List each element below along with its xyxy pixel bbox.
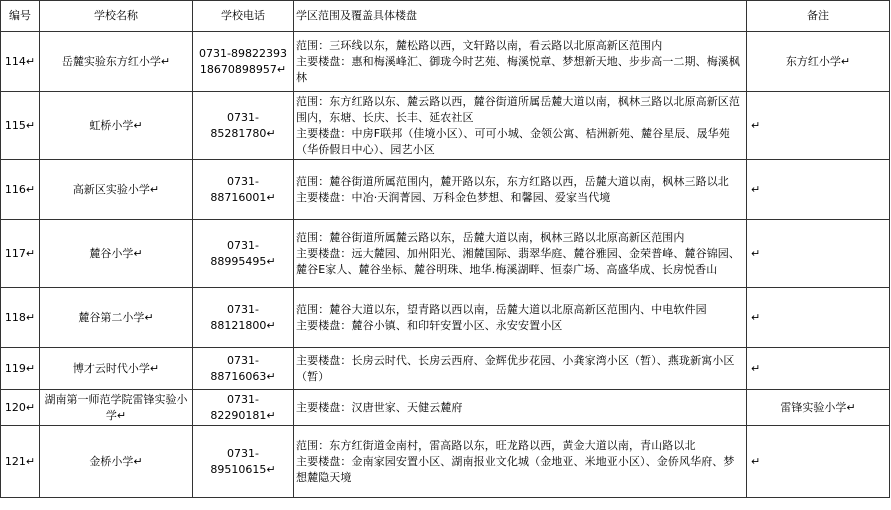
phone-number: 0731-88716001↵ bbox=[210, 174, 276, 204]
row-id: 116↵ bbox=[1, 160, 40, 220]
table-row bbox=[1, 32, 890, 92]
district-buildings-text: 主要楼盘：长房云时代、长房云西府、金辉优步花园、小龚家湾小区（暂）、燕珑新寓小区（暂） bbox=[296, 353, 735, 383]
row-district-scope bbox=[294, 348, 747, 390]
row-district-scope bbox=[294, 160, 747, 220]
phone-number: 0731-89510615↵ bbox=[210, 446, 276, 476]
district-buildings-text: 主要楼盘：中房F联邦（佳境小区）、可可小城、金领公寓、桔洲新苑、麓谷星辰、晟华苑（华侨假日中心）、园艺小区 bbox=[296, 126, 730, 156]
row-phone bbox=[193, 348, 294, 390]
district-range-text: 范围：东方红路以东、麓云路以西，麓谷街道所属岳麓大道以南，枫林三路以北原高新区范围内，东塘、长庆、长丰、延农社区 bbox=[296, 94, 740, 124]
row-phone bbox=[193, 426, 294, 498]
table-row bbox=[1, 426, 890, 498]
row-phone bbox=[193, 288, 294, 348]
row-note: ↵ bbox=[747, 288, 890, 348]
header-school-name: 学校名称 bbox=[40, 1, 193, 32]
row-school-name: 湖南第一师范学院雷锋实验小学↵ bbox=[40, 390, 193, 426]
district-range-text: 范围：麓谷大道以东，望青路以西以南，岳麓大道以北原高新区范围内、中电软件园 bbox=[296, 302, 707, 316]
row-school-name: 岳麓实验东方红小学↵ bbox=[40, 32, 193, 92]
row-id: 117↵ bbox=[1, 220, 40, 288]
district-buildings-text: 主要楼盘：金南家园安置小区、湖南报业文化城（金地亚、米地亚小区）、金侨风华府、梦想麓隐天境 bbox=[296, 454, 735, 484]
phone-number: 0731-88716063↵ bbox=[210, 353, 276, 383]
table-row bbox=[1, 348, 890, 390]
row-note: 雷锋实验小学↵ bbox=[747, 390, 890, 426]
district-range-text: 范围：东方红街道金南村，雷高路以东，旺龙路以西，黄金大道以南，青山路以北 bbox=[296, 438, 696, 452]
phone-number: 0731-88995495↵ bbox=[210, 238, 276, 268]
row-school-name: 博才云时代小学↵ bbox=[40, 348, 193, 390]
header-school-phone: 学校电话 bbox=[193, 1, 294, 32]
row-note: ↵ bbox=[747, 426, 890, 498]
row-note: ↵ bbox=[747, 348, 890, 390]
table-row bbox=[1, 220, 890, 288]
row-id: 114↵ bbox=[1, 32, 40, 92]
district-range-text: 范围：麓谷街道所属麓云路以东，岳麓大道以南，枫林三路以北原高新区范围内 bbox=[296, 230, 685, 244]
row-id: 119↵ bbox=[1, 348, 40, 390]
row-district-scope bbox=[294, 426, 747, 498]
row-school-name: 麓谷小学↵ bbox=[40, 220, 193, 288]
row-note: 东方红小学↵ bbox=[747, 32, 890, 92]
row-note: ↵ bbox=[747, 92, 890, 160]
table-row bbox=[1, 92, 890, 160]
header-note: 备注 bbox=[747, 1, 890, 32]
row-district-scope bbox=[294, 220, 747, 288]
district-buildings-text: 主要楼盘：汉唐世家、天健云麓府 bbox=[296, 400, 463, 414]
district-buildings-text: 主要楼盘：中冶·天润菁园、万科金色梦想、和馨园、爱家当代境 bbox=[296, 190, 611, 204]
district-buildings-text: 主要楼盘：惠和梅溪峰汇、御珑今时艺苑、梅溪悦章、梦想新天地、步步高一二期、梅溪枫林 bbox=[296, 54, 740, 84]
header-district-scope: 学区范围及覆盖具体楼盘 bbox=[294, 1, 747, 32]
row-school-name: 金桥小学↵ bbox=[40, 426, 193, 498]
row-school-name: 高新区实验小学↵ bbox=[40, 160, 193, 220]
row-id: 120↵ bbox=[1, 390, 40, 426]
row-phone bbox=[193, 32, 294, 92]
row-note: ↵ bbox=[747, 160, 890, 220]
row-school-name: 麓谷第二小学↵ bbox=[40, 288, 193, 348]
row-note: ↵ bbox=[747, 220, 890, 288]
table-row bbox=[1, 390, 890, 426]
table-row bbox=[1, 160, 890, 220]
phone-number: 0731-89822393 bbox=[199, 46, 287, 60]
table-row bbox=[1, 288, 890, 348]
row-district-scope bbox=[294, 288, 747, 348]
row-district-scope bbox=[294, 390, 747, 426]
district-buildings-text: 主要楼盘：麓谷小镇、和印轩安置小区、永安安置小区 bbox=[296, 318, 563, 332]
district-range-text: 范围：麓谷街道所属范围内，麓开路以东，东方红路以西，岳麓大道以南，枫林三路以北 bbox=[296, 174, 729, 188]
row-id: 115↵ bbox=[1, 92, 40, 160]
row-id: 118↵ bbox=[1, 288, 40, 348]
row-school-name: 虹桥小学↵ bbox=[40, 92, 193, 160]
phone-number: 0731-82290181↵ bbox=[210, 392, 276, 422]
phone-number: 0731-85281780↵ bbox=[210, 110, 276, 140]
row-phone bbox=[193, 160, 294, 220]
row-phone bbox=[193, 390, 294, 426]
header-id: 编号 bbox=[1, 1, 40, 32]
district-buildings-text: 主要楼盘：远大麓园、加州阳光、湘麓国际、翡翠华庭、麓谷雅园、金荣普峰、麓谷锦园、麓谷E家人、麓谷坐标、麓谷明珠、地华.梅溪湖畔、恒泰广场、高盛华成、长房悦香山 bbox=[296, 246, 740, 276]
district-range-text: 范围：三环线以东，麓松路以西，文轩路以南，看云路以北原高新区范围内 bbox=[296, 38, 663, 52]
row-id: 121↵ bbox=[1, 426, 40, 498]
row-phone bbox=[193, 92, 294, 160]
table-header-row bbox=[1, 1, 890, 32]
phone-number: 0731-88121800↵ bbox=[210, 302, 276, 332]
row-district-scope bbox=[294, 32, 747, 92]
phone-number: 18670898957↵ bbox=[199, 62, 287, 76]
row-phone bbox=[193, 220, 294, 288]
row-district-scope bbox=[294, 92, 747, 160]
